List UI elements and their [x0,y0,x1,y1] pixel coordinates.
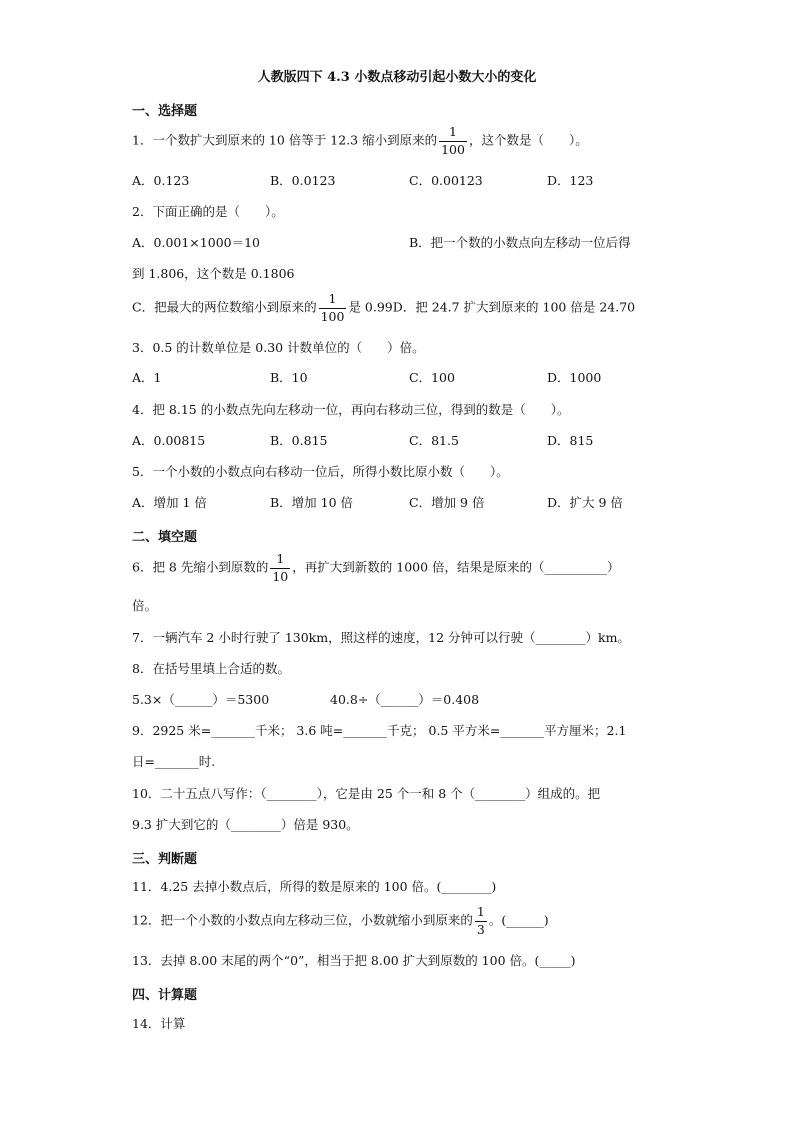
question-4-option-c: C．81.5 [409,433,459,448]
question-2-option-b-continued: 到 1.806，这个数是 0.1806 [132,266,295,281]
question-2-option-c-end: 是 0.99 [348,299,393,315]
question-8-part-a: 5.3×（______）＝5300 [132,692,270,707]
question-1-option-a: A．0.123 [132,173,190,188]
question-3-option-b: B．10 [270,370,308,385]
section-calc-heading: 四、计算题 [132,988,198,1003]
question-4-option-a: A．0.00815 [132,433,206,448]
question-14: 14．计算 [132,1016,186,1031]
question-1 [132,126,588,156]
question-12-stem-end: 。(______) [488,912,549,928]
page-title: 人教版四下 4.3 小数点移动引起小数大小的变化 [257,70,537,85]
question-8-stem: 8．在括号里填上合适的数。 [132,661,290,676]
question-10-line-1: 10．二十五点八写作：（________），它是由 25 个一和 8 个（________）组成的。把 [132,786,601,801]
section-choice-heading: 一、选择题 [132,104,198,119]
question-12-stem: 12．把一个小数的小数点向左移动三位，小数就缩小到原来的 [132,912,473,928]
question-5-option-c: C．增加 9 倍 [409,495,485,510]
section-judge-heading: 三、判断题 [132,852,198,867]
question-1-option-c: C．0.00123 [409,173,483,188]
question-8-part-b: 40.8÷（______）＝0.408 [330,692,480,707]
question-9-line-1: 9．2925 米=_______千米； 3.6 吨=_______千克； 0.5 平方米=_______平方厘米；2.1 [132,723,627,738]
question-3-option-c: C．100 [409,370,455,385]
question-5-option-d: D．扩大 9 倍 [547,495,623,510]
question-3-option-a: A．1 [132,370,162,385]
question-2-option-b: B．把一个数的小数点向左移动一位后得 [409,235,631,250]
question-1-option-d: D．123 [547,173,594,188]
question-12 [132,906,549,936]
question-5-option-b: B．增加 10 倍 [270,495,354,510]
question-6-continued: 倍。 [132,598,158,613]
question-12-fraction: $\frac{1}{3}$ [476,904,485,937]
question-1-stem: 1．一个数扩大到原来的 10 倍等于 12.3 缩小到原来的 [132,132,438,148]
question-4-option-d: D．815 [547,433,594,448]
question-11: 11．4.25 去掉小数点后，所得的数是原来的 100 倍。(________) [132,879,497,894]
question-5-stem: 5．一个小数的小数点向右移动一位后，所得小数比原小数（ ）。 [132,464,509,479]
question-6-stem: 6．把 8 先缩小到原数的 [132,559,269,575]
question-2-option-a: A．0.001×1000＝10 [132,235,261,250]
question-1-option-b: B．0.0123 [270,173,336,188]
question-2-option-d: D．把 24.7 扩大到原来的 100 倍是 24.70 [392,299,636,315]
question-6-stem-end: ，再扩大到新数的 1000 倍，结果是原来的（__________） [292,559,620,575]
question-9-line-2: 日=_______时. [132,754,216,769]
question-10-line-2: 9.3 扩大到它的（________）倍是 930。 [132,817,359,832]
question-6-fraction: $\frac{1}{10}$ [272,551,289,584]
question-2-stem: 2．下面正确的是（ ）。 [132,204,284,219]
question-2-option-c: C．把最大的两位数缩小到原来的 [132,299,317,315]
question-5-option-a: A．增加 1 倍 [132,495,207,510]
question-3-option-d: D．1000 [547,370,602,385]
question-13: 13．去掉 8.00 末尾的两个“0”，相当于把 8.00 扩大到原数的 100 倍。(_____) [132,953,576,968]
question-4-stem: 4．把 8.15 的小数点先向左移动一位，再向右移动三位，得到的数是（ ）。 [132,402,570,417]
question-3-stem: 3．0.5 的计数单位是 0.30 计数单位的（ ）倍。 [132,340,425,355]
question-6 [132,553,620,583]
section-fill-heading: 二、填空题 [132,530,198,545]
question-2-option-c-d [132,293,635,323]
question-1-fraction: $\frac{1}{100}$ [441,124,465,157]
question-2-option-c-fraction: $\frac{1}{100}$ [320,291,345,324]
question-4-option-b: B．0.815 [270,433,328,448]
question-1-stem-end: ，这个数是（ ）。 [468,132,588,148]
question-7: 7．一辆汽车 2 小时行驶了 130km，照这样的速度，12 分钟可以行驶（________）km。 [132,630,630,645]
